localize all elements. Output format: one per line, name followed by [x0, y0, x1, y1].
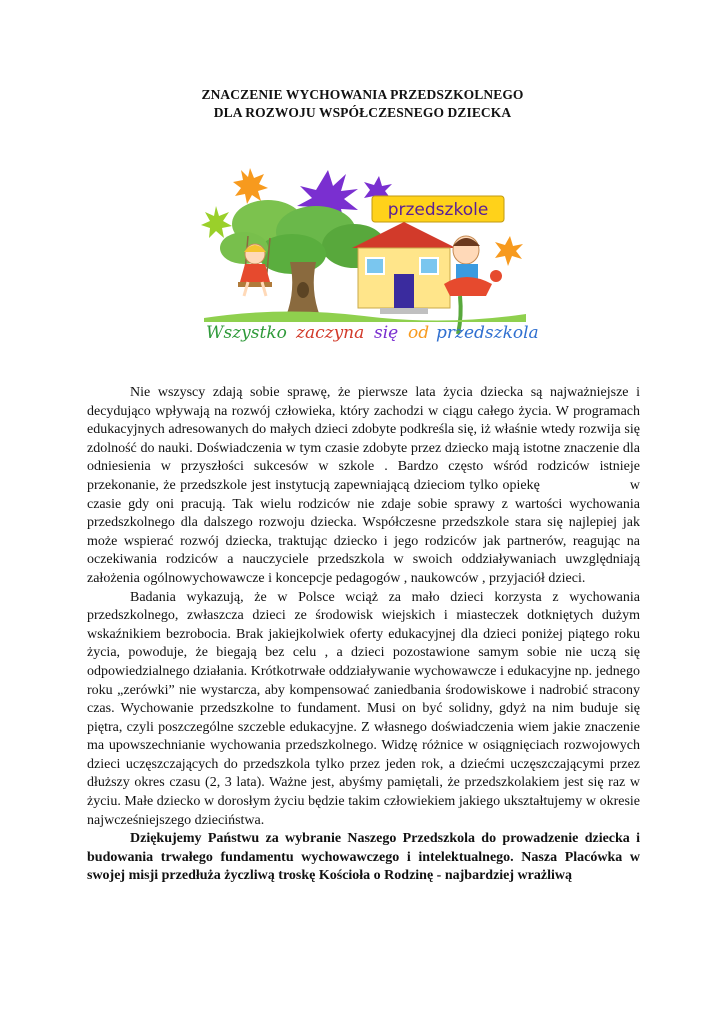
kindergarten-illustration	[204, 166, 539, 344]
slogan-word-2: zaczyna	[296, 323, 365, 343]
sign-text: przedszkole	[387, 200, 489, 220]
paragraph-1-part-2: w czasie gdy oni pracują. Tak wielu rodziców nie zdaje sobie sprawy z wartości wychowania przedszkolnego dla dalszego rozwoju dziecka. Współczesne przedszkole stara się najlepiej jak może wspierać rozwój dziecka, traktując dziecko i jego rodziców jak partnerów, reagując na oczekiwania rodziców a nauczyciele przedszkola w swoich oddziaływaniach uwzględniają założenia ogólnowychowawcze i koncepcje pedagogów , naukowców , przyjaciół dzieci.	[87, 477, 640, 586]
kindergarten-sign	[372, 196, 504, 222]
slogan-word-3: się	[374, 323, 399, 343]
slogan-word-5: przedszkola	[436, 323, 539, 343]
slogan-word-1: Wszystko	[206, 323, 287, 343]
grass	[204, 311, 526, 322]
slogan	[206, 323, 539, 343]
paragraph-2: Badania wykazują, że w Polsce wciąż za mało dzieci korzysta z wychowania przedszkolnego, zwłaszcza dzieci ze środowisk wiejskich i miasteczek dotkniętych dużym wskaźnikiem bezrobocia. Brak jakiejkolwiek oferty edukacyjnej dla dzieci poniżej piątego roku życia, powoduje, że biegają bez celu , a dzieci pozostawione samym sobie nie uczą się odpowiedzialnego działania. Krótkotrwałe oddziaływanie wychowawcze i edukacyjne np. jednego roku „zerówki” nie wystarcza, aby kompensować zaniedbania środowiskowe i nadrobić stracony czas. Wychowanie przedszkolne to fundament. Musi on być solidny, gdyż na nim buduje się piętra, czyli poszczególne szczeble edukacyjne. Z własnego doświadczenia wiem jakie znaczenie ma upowszechnianie wychowania przedszkolnego. Widzę różnice w osiągnięciach rozwojowych dzieci uczęszczających do przedszkola tylko przez jeden rok, a dziećmi uczęszczającymi przez dłuższy okres czasu (2, 3 lata). Ważne jest, abyśmy pamiętali, że przedszkolakiem jest się raz w życiu. Małe dziecko w dorosłym życiu będzie takim człowiekiem jakiego ukształtujemy w okresie najwcześniejszego dzieciństwa.	[87, 589, 640, 828]
decorative-star-icon	[495, 236, 523, 266]
slogan-word-4: od	[408, 323, 430, 343]
title-line-2: DLA ROZWOJU WSPÓŁCZESNEGO DZIECKA	[213, 105, 512, 120]
document-title	[0, 86, 725, 122]
title-line-1: ZNACZENIE WYCHOWANIA PRZEDSZKOLNEGO	[201, 87, 524, 102]
decorative-star-icon	[201, 206, 232, 238]
body-text	[87, 384, 640, 886]
paragraph-1	[87, 384, 640, 589]
paragraph-1-part-1: Nie wszyscy zdają sobie sprawę, że pierwsze lata życia dziecka są najważniejsze i decydująco wpływają na rozwój człowieka, który zachodzi w ciągu całego życia. W programach edukacyjnych adresowanych do małych dzieci zdobyte podkreśla się, iż właśnie wtedy rozwija się zdolność do nauki. Doświadczenia w tym czasie zdobyte przez dziecko mają istotne znaczenie dla odniesienia w przyszłości sukcesów w szkole . Bardzo często wśród rodziców istnieje przekonanie, że przedszkole jest instytucją zapewniającą dzieciom tylko opiekę	[87, 385, 640, 493]
paragraph-3: Dziękujemy Państwu za wybranie Naszego Przedszkola do prowadzenie dziecka i budowania trwałego fundamentu wychowawczego i intelektualnego. Nasza Placówka w swojej misji przedłuża życzliwą troskę Kościoła o Rodzinę - najbardziej wrażliwą	[87, 831, 640, 884]
decorative-star-icon	[233, 168, 268, 204]
